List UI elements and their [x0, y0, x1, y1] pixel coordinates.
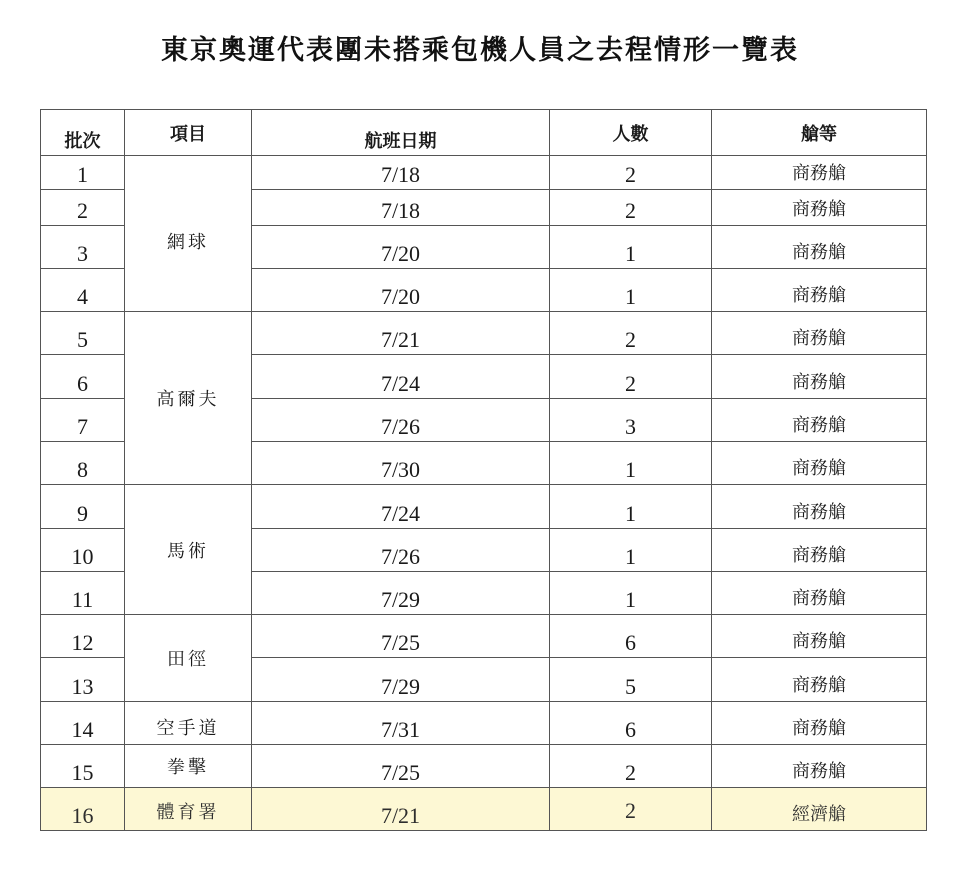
batch-cell: 9: [41, 485, 125, 529]
table-row: [41, 485, 927, 529]
count-cell: 1: [550, 529, 712, 572]
item-cell: 高爾夫: [125, 312, 252, 485]
class-cell: 經濟艙: [712, 788, 927, 831]
item-cell: 空手道: [125, 702, 252, 745]
count-cell: 2: [550, 312, 712, 355]
class-cell: 商務艙: [712, 399, 927, 442]
count-cell: 1: [550, 226, 712, 269]
class-cell: 商務艙: [712, 312, 927, 355]
date-cell: 7/21: [252, 312, 550, 355]
item-cell: 網球: [125, 156, 252, 312]
count-cell: 1: [550, 442, 712, 485]
batch-cell: 13: [41, 658, 125, 702]
item-cell: 體育署: [125, 788, 252, 831]
date-cell: 7/26: [252, 399, 550, 442]
outbound-travel-table: [40, 109, 927, 831]
document-title: 東京奧運代表團未搭乘包機人員之去程情形一覽表: [161, 35, 799, 66]
class-cell: 商務艙: [712, 702, 927, 745]
batch-cell: 15: [41, 745, 125, 788]
class-cell: 商務艙: [712, 156, 927, 190]
class-cell: 商務艙: [712, 226, 927, 269]
table-row: [41, 745, 927, 788]
count-cell: 2: [550, 355, 712, 399]
header-batch: 批次: [41, 110, 125, 156]
batch-cell: 4: [41, 269, 125, 312]
table-row: [41, 615, 927, 658]
date-cell: 7/24: [252, 485, 550, 529]
count-cell: 2: [550, 745, 712, 788]
date-cell: 7/30: [252, 442, 550, 485]
batch-cell: 3: [41, 226, 125, 269]
batch-cell: 14: [41, 702, 125, 745]
batch-cell: 1: [41, 156, 125, 190]
date-cell: 7/26: [252, 529, 550, 572]
item-cell: 田徑: [125, 615, 252, 702]
batch-cell: 12: [41, 615, 125, 658]
table-row: [41, 702, 927, 745]
table-row: [41, 312, 927, 355]
count-cell: 3: [550, 399, 712, 442]
class-cell: 商務艙: [712, 442, 927, 485]
class-cell: 商務艙: [712, 485, 927, 529]
class-cell: 商務艙: [712, 658, 927, 702]
batch-cell: 7: [41, 399, 125, 442]
item-cell: 拳擊: [125, 745, 252, 788]
date-cell: 7/24: [252, 355, 550, 399]
class-cell: 商務艙: [712, 269, 927, 312]
header-flight-date: 航班日期: [252, 110, 550, 156]
date-cell: 7/29: [252, 572, 550, 615]
date-cell: 7/18: [252, 190, 550, 226]
count-cell: 2: [550, 190, 712, 226]
table-row-highlighted: [41, 788, 927, 831]
date-cell: 7/18: [252, 156, 550, 190]
batch-cell: 8: [41, 442, 125, 485]
batch-cell: 11: [41, 572, 125, 615]
count-cell: 1: [550, 269, 712, 312]
date-cell: 7/25: [252, 745, 550, 788]
class-cell: 商務艙: [712, 572, 927, 615]
count-cell: 1: [550, 572, 712, 615]
date-cell: 7/29: [252, 658, 550, 702]
batch-cell: 10: [41, 529, 125, 572]
date-cell: 7/21: [252, 788, 550, 831]
date-cell: 7/31: [252, 702, 550, 745]
class-cell: 商務艙: [712, 615, 927, 658]
batch-cell: 2: [41, 190, 125, 226]
date-cell: 7/25: [252, 615, 550, 658]
count-cell: 2: [550, 788, 712, 831]
item-cell: 馬術: [125, 485, 252, 615]
table-row: [41, 156, 927, 190]
class-cell: 商務艙: [712, 745, 927, 788]
header-row: [41, 110, 927, 156]
header-class: 艙等: [712, 110, 927, 156]
class-cell: 商務艙: [712, 355, 927, 399]
batch-cell: 5: [41, 312, 125, 355]
count-cell: 2: [550, 156, 712, 190]
count-cell: 5: [550, 658, 712, 702]
count-cell: 6: [550, 702, 712, 745]
class-cell: 商務艙: [712, 529, 927, 572]
count-cell: 1: [550, 485, 712, 529]
header-count: 人數: [550, 110, 712, 156]
class-cell: 商務艙: [712, 190, 927, 226]
date-cell: 7/20: [252, 269, 550, 312]
count-cell: 6: [550, 615, 712, 658]
header-item: 項目: [125, 110, 252, 156]
batch-cell: 16: [41, 788, 125, 831]
date-cell: 7/20: [252, 226, 550, 269]
batch-cell: 6: [41, 355, 125, 399]
